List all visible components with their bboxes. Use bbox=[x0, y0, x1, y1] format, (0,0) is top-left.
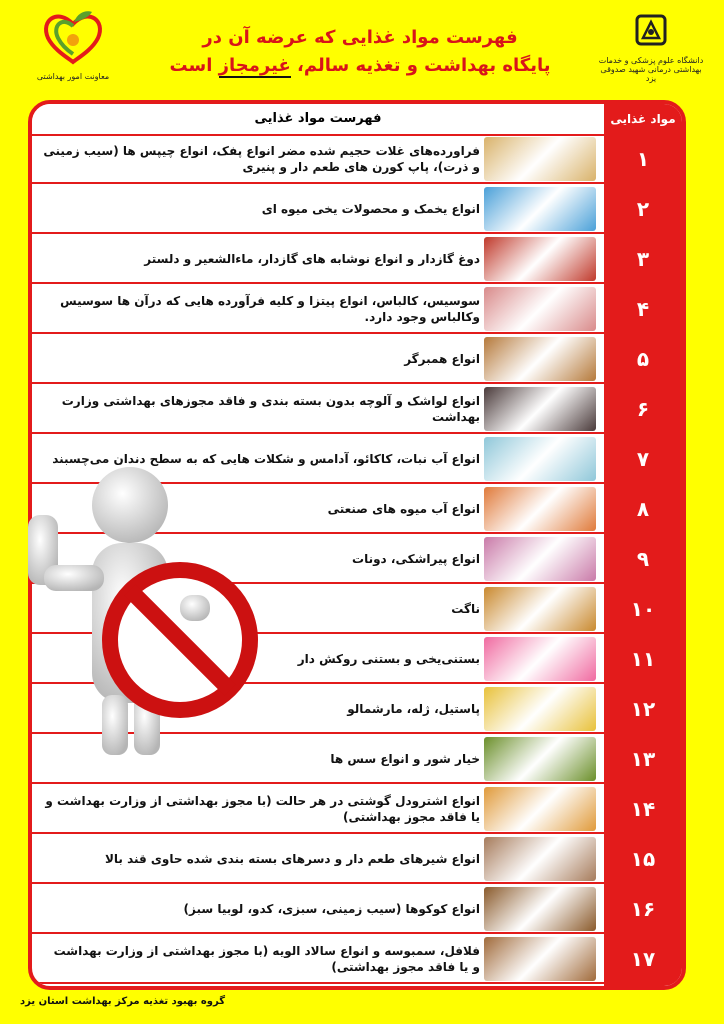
table-row bbox=[32, 934, 682, 984]
row-text: سوسیس، کالباس، انواع پیتزا و کلیه فرآورده هایی که درآن ها سوسیس وکالباس وجود دارد. bbox=[60, 294, 480, 324]
row-text: انواع آب نبات، کاکائو، آدامس و شکلات هایی که به سطح دندان می‌چسبند bbox=[52, 452, 480, 466]
apple-heart-icon bbox=[38, 6, 108, 66]
title-line-2-start: پایگاه بهداشت و تغذیه سالم، bbox=[297, 55, 551, 76]
row-number: ۳ bbox=[636, 247, 650, 271]
table-row bbox=[32, 134, 682, 184]
row-number: ۵ bbox=[636, 347, 650, 371]
row-number: ۱۶ bbox=[630, 897, 656, 921]
row-number: ۷ bbox=[636, 447, 650, 471]
food-photo bbox=[484, 637, 596, 681]
row-number: ۱۵ bbox=[630, 847, 656, 871]
row-text: انواع آب میوه های صنعتی bbox=[327, 502, 480, 516]
row-text: بستنی‌یخی و بستنی روکش دار bbox=[297, 652, 480, 666]
food-photo bbox=[484, 737, 596, 781]
university-caption: دانشگاه علوم پزشکی و خدمات بهداشتی درمانی شهید صدوقی یزد bbox=[598, 56, 704, 83]
table-row bbox=[32, 884, 682, 934]
table-row bbox=[32, 234, 682, 284]
food-photo bbox=[484, 837, 596, 881]
row-text: انواع کوکوها (سیب زمینی، سبزی، کدو، لوبیا سبز) bbox=[183, 902, 480, 916]
row-number: ۱۴ bbox=[630, 797, 656, 821]
title-highlight: غیرمجاز bbox=[218, 55, 291, 76]
table-row bbox=[32, 784, 682, 834]
health-deputy-caption: معاونت امور بهداشتی bbox=[36, 72, 110, 81]
table-row bbox=[32, 334, 682, 384]
title-line-2 bbox=[150, 52, 570, 80]
row-number: ۹ bbox=[636, 547, 650, 571]
food-photo bbox=[484, 337, 596, 381]
food-photo bbox=[484, 187, 596, 231]
food-photo bbox=[484, 687, 596, 731]
table-row bbox=[32, 834, 682, 884]
row-text: انواع همبرگر bbox=[404, 352, 480, 366]
food-photo bbox=[484, 387, 596, 431]
title-line-1: فهرست مواد غذایی که عرضه آن در bbox=[202, 27, 518, 48]
food-photo bbox=[484, 787, 596, 831]
food-photo bbox=[484, 237, 596, 281]
university-emblem-icon bbox=[631, 10, 671, 50]
table-row bbox=[32, 284, 682, 334]
row-text: پاستیل، ژله، مارشمالو bbox=[347, 702, 480, 716]
row-number: ۲ bbox=[636, 197, 650, 221]
row-text: فلافل، سمبوسه و انواع سالاد الویه (با مجوز بهداشتی از وزارت بهداشت و یا فاقد مجوز بهداشتی) bbox=[53, 944, 480, 974]
food-photo bbox=[484, 137, 596, 181]
header-food-items: مواد غذایی bbox=[610, 112, 676, 126]
row-text: انواع پیراشکی، دونات bbox=[352, 552, 480, 566]
food-photo bbox=[484, 587, 596, 631]
food-photo bbox=[484, 887, 596, 931]
row-number: ۱۷ bbox=[630, 947, 656, 971]
university-logo bbox=[596, 10, 706, 90]
row-number: ۸ bbox=[636, 497, 650, 521]
row-number: ۱۳ bbox=[630, 747, 656, 771]
row-text: انواع شیرهای طعم دار و دسرهای بسته بندی شده حاوی قند بالا bbox=[104, 852, 480, 866]
row-text: ناگت bbox=[451, 602, 480, 616]
row-text: خیار شور و انواع سس ها bbox=[330, 752, 480, 766]
food-photo bbox=[484, 487, 596, 531]
row-number: ۱۰ bbox=[630, 597, 656, 621]
row-text: دوغ گازدار و انواع نوشابه های گازدار، ماءالشعیر و دلستر bbox=[144, 252, 480, 266]
row-text: انواع یخمک و محصولات یخی میوه ای bbox=[261, 202, 480, 216]
row-text: انواع اشترودل گوشتی در هر حالت (با مجوز بهداشتی از وزارت بهداشت و یا فاقد مجوز بهداشتی) bbox=[45, 794, 480, 824]
row-number: ۱۱ bbox=[630, 647, 656, 671]
row-number: ۱ bbox=[636, 147, 650, 171]
table-row bbox=[32, 384, 682, 434]
table-row bbox=[32, 184, 682, 234]
row-number: ۴ bbox=[636, 297, 650, 321]
health-deputy-logo bbox=[18, 6, 128, 96]
food-photo bbox=[484, 287, 596, 331]
stop-person-icon bbox=[10, 455, 260, 765]
row-text: انواع لواشک و آلوچه بدون بسته بندی و فاقد مجوزهای بهداشتی وزارت بهداشت bbox=[61, 394, 480, 424]
food-photo bbox=[484, 437, 596, 481]
row-number: ۱۲ bbox=[630, 697, 656, 721]
row-divider bbox=[32, 982, 604, 984]
stop-sign-figure bbox=[10, 455, 260, 765]
poster-title bbox=[150, 24, 570, 80]
table-header bbox=[32, 104, 682, 134]
row-number: ۶ bbox=[636, 397, 650, 421]
food-photo bbox=[484, 937, 596, 981]
footer-credit: گروه بهبود تغذیه مرکز بهداشت استان یزد bbox=[20, 996, 226, 1007]
title-line-2-end: است bbox=[169, 55, 213, 76]
food-photo bbox=[484, 537, 596, 581]
header-food-list: فهرست مواد غذایی bbox=[32, 104, 604, 136]
row-text: فراورده‌های غلات حجیم شده مضر انواع پفک، انواع چیپس ها (سیب زمینی و ذرت)، پاپ کورن های طعم دار و پنیری bbox=[43, 144, 480, 174]
